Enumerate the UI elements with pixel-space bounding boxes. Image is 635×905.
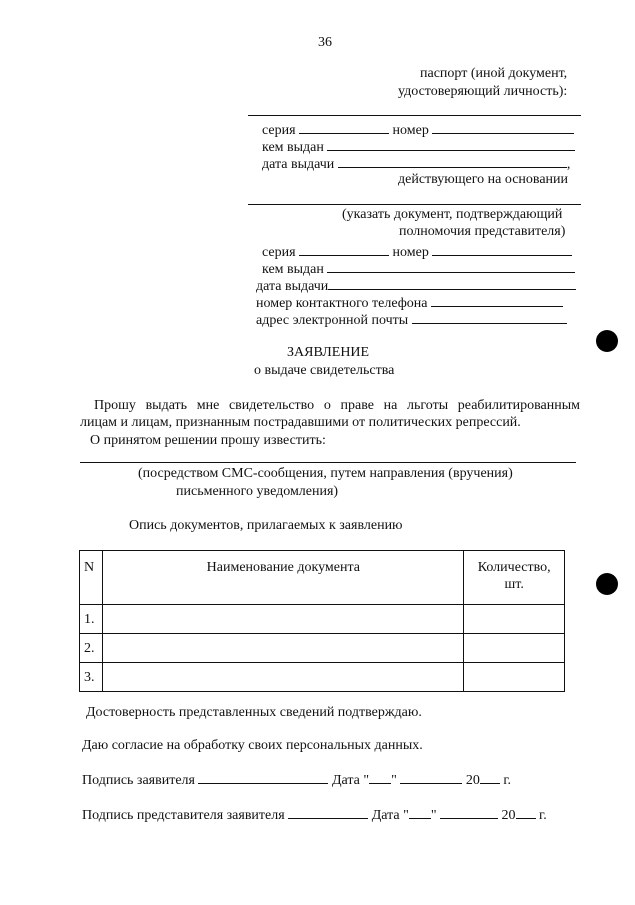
- rep-year-suffix: г.: [539, 808, 547, 823]
- applicant-series-field[interactable]: [299, 120, 389, 134]
- notify-hint-line2: письменного уведомления): [176, 484, 339, 499]
- col-qty-header: [464, 551, 565, 605]
- table-row: [80, 605, 565, 634]
- row-number: 2.: [80, 634, 103, 663]
- col-name-header-text: Наименование документа: [206, 560, 361, 575]
- rep-date-label: дата выдачи: [256, 279, 329, 294]
- applicant-series-label: серия: [262, 123, 296, 138]
- rep-issued-label: кем выдан: [262, 262, 324, 277]
- applicant-number-field[interactable]: [432, 120, 574, 134]
- statement-subtitle: о выдаче свидетельства: [254, 363, 395, 378]
- applicant-year-prefix: 20: [465, 773, 480, 788]
- doc-name-cell[interactable]: [103, 663, 464, 692]
- passport-label-line2: удостоверяющий личность):: [398, 84, 568, 99]
- rep-issued-field[interactable]: [327, 259, 575, 273]
- col-qty-header-line1: Количество,: [477, 560, 551, 575]
- notify-label: О принятом решении прошу известить:: [90, 433, 326, 448]
- applicant-issued-field[interactable]: [327, 137, 575, 151]
- applicant-year-suffix: г.: [503, 773, 511, 788]
- applicant-day-field[interactable]: [369, 770, 391, 784]
- doc-qty-cell[interactable]: [464, 634, 565, 663]
- rep-number-label: номер: [392, 245, 429, 260]
- rep-phone-field[interactable]: [431, 293, 563, 307]
- row-number: 3.: [80, 663, 103, 692]
- doc-qty-cell[interactable]: [464, 605, 565, 634]
- statement-title: ЗАЯВЛЕНИЕ: [287, 345, 370, 360]
- applicant-date-label: дата выдачи: [262, 157, 335, 172]
- rep-day-field[interactable]: [409, 805, 431, 819]
- applicant-signature-row: [82, 770, 511, 789]
- rep-date-quote: ": [430, 808, 437, 823]
- punch-hole-icon: [596, 573, 618, 595]
- rep-month-field[interactable]: [440, 805, 498, 819]
- rep-date-field[interactable]: [328, 276, 576, 290]
- applicant-issued-label: кем выдан: [262, 140, 324, 155]
- doc-qty-cell[interactable]: [464, 663, 565, 692]
- passport-blank-line[interactable]: [248, 115, 581, 116]
- inventory-header-row: [80, 551, 565, 605]
- doc-name-cell[interactable]: [103, 634, 464, 663]
- applicant-date-label: Дата ": [331, 773, 370, 788]
- notify-hint-line1: (посредством СМС-сообщения, путем направления (вручения): [138, 466, 513, 481]
- rep-phone-label: номер контактного телефона: [256, 296, 428, 311]
- statement-body-line2: лицам и лицам, признанным пострадавшими от политических репрессий.: [80, 415, 521, 430]
- rep-doc-hint-line2: полномочия представителя): [399, 224, 566, 239]
- applicant-year-field[interactable]: [480, 770, 500, 784]
- col-name-header: [103, 551, 464, 605]
- rep-series-field[interactable]: [299, 242, 389, 256]
- applicant-date-field[interactable]: [338, 154, 567, 168]
- rep-series-label: серия: [262, 245, 296, 260]
- applicant-number-label: номер: [392, 123, 429, 138]
- col-qty-header-line2: шт.: [504, 577, 524, 592]
- rep-signature-row: [82, 805, 547, 824]
- applicant-signature-label: Подпись заявителя: [82, 773, 195, 788]
- rep-date-label-footer: Дата ": [371, 808, 409, 823]
- col-n-header: [80, 551, 103, 605]
- rep-signature-label: Подпись представителя заявителя: [82, 808, 285, 823]
- page-number: 36: [318, 35, 332, 50]
- inventory-title: Опись документов, прилагаемых к заявлению: [129, 518, 403, 533]
- rep-email-field[interactable]: [412, 310, 567, 324]
- basis-blank-line[interactable]: [248, 204, 581, 205]
- consent-text: Даю согласие на обработку своих персональных данных.: [82, 738, 423, 753]
- table-row: [80, 663, 565, 692]
- applicant-signature-field[interactable]: [198, 770, 328, 784]
- applicant-month-field[interactable]: [400, 770, 462, 784]
- statement-body-line1: Прошу выдать мне свидетельство о праве на льготы реабилитированным: [94, 398, 580, 413]
- rep-email-row: [256, 310, 567, 329]
- passport-label-line1: паспорт (иной документ,: [420, 66, 568, 81]
- rep-doc-hint-line1: (указать документ, подтверждающий: [342, 207, 563, 222]
- table-row: [80, 634, 565, 663]
- notify-blank-line[interactable]: [80, 462, 576, 463]
- acting-basis-label: действующего на основании: [398, 172, 569, 187]
- rep-year-field[interactable]: [516, 805, 536, 819]
- applicant-date-comma: ,: [566, 157, 571, 172]
- confirm-text: Достоверность представленных сведений подтверждаю.: [86, 705, 422, 720]
- punch-hole-icon: [596, 330, 618, 352]
- row-number: 1.: [80, 605, 103, 634]
- rep-year-prefix: 20: [501, 808, 516, 823]
- inventory-table: [79, 550, 565, 692]
- rep-signature-field[interactable]: [288, 805, 368, 819]
- applicant-date-quote: ": [391, 773, 397, 788]
- doc-name-cell[interactable]: [103, 605, 464, 634]
- col-n-header-text: N: [84, 560, 95, 575]
- rep-email-label: адрес электронной почты: [256, 313, 409, 328]
- rep-number-field[interactable]: [432, 242, 572, 256]
